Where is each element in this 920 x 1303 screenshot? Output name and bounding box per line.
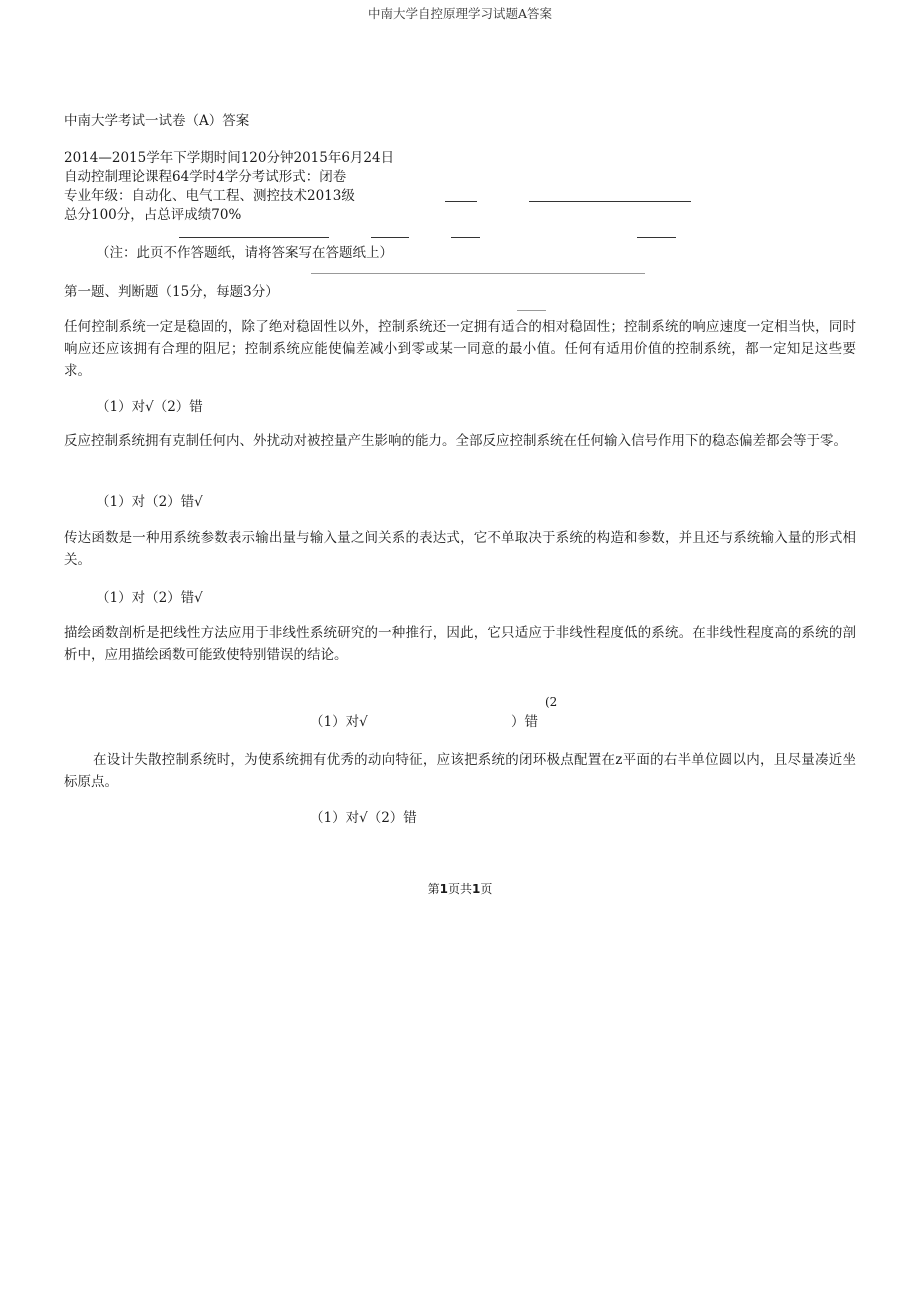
- question-4-answer-b: ）错: [511, 714, 538, 730]
- info-line-score: 总分100分，占总评成绩70%: [64, 207, 242, 223]
- footer-page-number: 1: [439, 882, 448, 896]
- footer-suffix: 页: [480, 882, 493, 896]
- blank-underline: [637, 237, 676, 238]
- blank-underline: [451, 237, 480, 238]
- section-title: 第一题、判断题（15分，每题3分）: [64, 284, 279, 300]
- footer-total-pages: 1: [472, 882, 481, 896]
- divider-line: [517, 310, 546, 311]
- question-2-answer: （1）对（2）错√: [96, 494, 203, 510]
- divider-line: [311, 273, 645, 274]
- question-3-answer: （1）对（2）错√: [96, 590, 203, 606]
- blank-underline: [179, 237, 329, 238]
- question-5-text: 在设计失散控制系统时，为使系统拥有优秀的动向特征，应该把系统的闭环极点配置在z平面的右半单位圆以内，且尽量凑近坐标原点。: [64, 752, 856, 790]
- footer-prefix: 第: [427, 882, 440, 896]
- question-2-text: 反应控制系统拥有克制任何内、外扰动对被控量产生影响的能力。全部反应控制系统在任何输入信号作用下的稳态偏差都会等于零。: [64, 433, 847, 449]
- blank-underline: [445, 201, 477, 202]
- question-1-text: 任何控制系统一定是稳固的，除了绝对稳固性以外，控制系统还一定拥有适合的相对稳固性；控制系统的响应速度一定相当快，同时响应还应该拥有合理的阻尼；控制系统应能使偏差减小到零或某一同意的最小值。任何有适用价值的控制系统，都一定知足这些要求。: [64, 319, 856, 379]
- info-line-term: 2014—2015学年下学期时间120分钟2015年6月24日: [64, 150, 395, 166]
- question-3-text: 传达函数是一种用系统参数表示输出量与输入量之间关系的表达式，它不单取决于系统的构造和参数，并且还与系统输入量的形式相关。: [64, 530, 856, 568]
- question-4-text: 描绘函数剖析是把线性方法应用于非线性系统研究的一种推行，因此，它只适应于非线性程度低的系统。在非线性程度高的系统的剖析中，应用描绘函数可能致使特别错误的结论。: [64, 625, 856, 663]
- question-5-answer: （1）对√（2）错: [310, 810, 417, 826]
- blank-underline: [529, 201, 691, 202]
- info-line-major: 专业年级：自动化、电气工程、测控技术2013级: [64, 188, 355, 204]
- info-line-course: 自动控制理论课程64学时4学分考试形式：闭卷: [64, 169, 347, 185]
- page-footer: [0, 880, 920, 897]
- exam-heading: 中南大学考试一试卷（A）答案: [64, 113, 250, 129]
- page-header-title: 中南大学自控原理学习试题A答案: [367, 6, 553, 21]
- question-1-answer: （1）对√（2）错: [96, 399, 203, 415]
- footer-middle: 页共: [447, 882, 472, 896]
- question-4-answer-fragment: (2: [545, 695, 558, 709]
- exam-note: （注：此页不作答题纸，请将答案写在答题纸上）: [96, 245, 393, 261]
- question-4-answer-a: （1）对√: [310, 714, 368, 730]
- blank-underline: [371, 237, 409, 238]
